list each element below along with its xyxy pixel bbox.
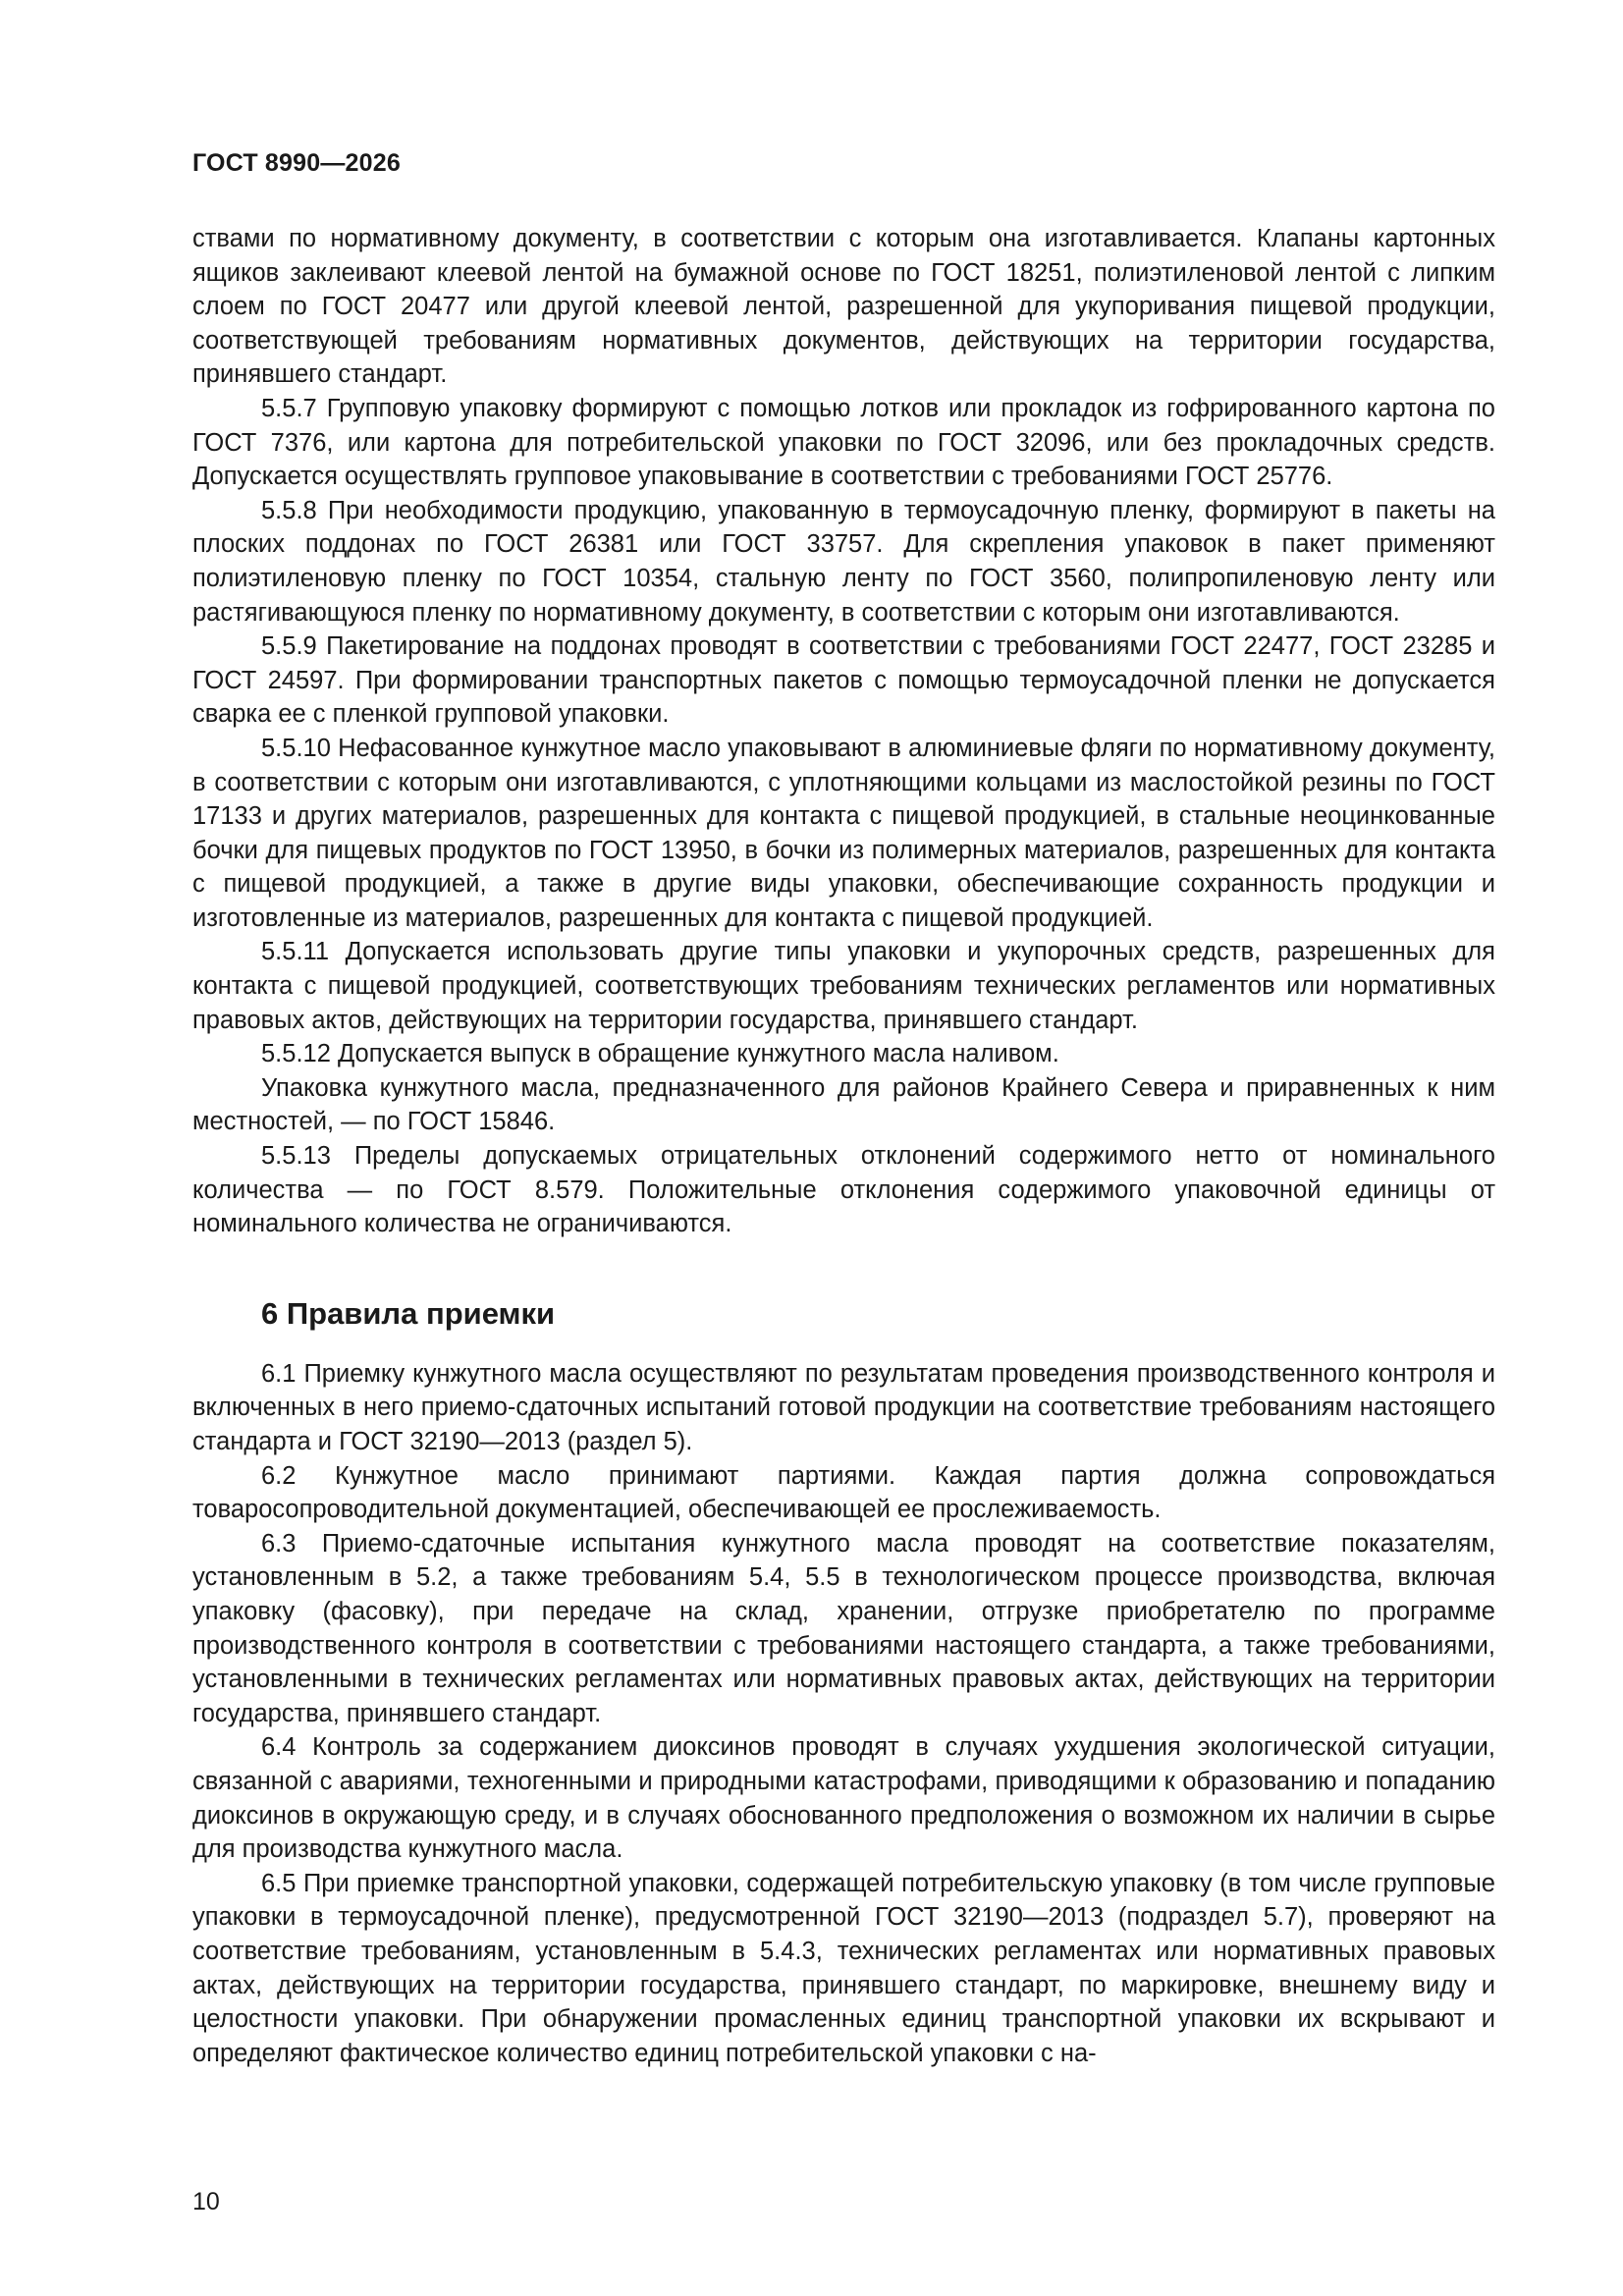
paragraph-5-5-9: 5.5.9 Пакетирование на поддонах проводят в соответствии с требованиями ГОСТ 22477, ГОСТ 23285 и ГОСТ 24597. При формировании транспортных пакетов с помощью термоусадочной пленки не допускается сварка ее с пленкой групповой упаковки. [192, 632, 1495, 729]
paragraph-5-5-13: 5.5.13 Пределы допускаемых отрицательных отклонений содержимого нетто от номинального количества — по ГОСТ 8.579. Положительные отклонения содержимого упаковочной единицы от номинального количества не ограничиваются. [192, 1142, 1495, 1238]
paragraph-5-5-10: 5.5.10 Нефасованное кунжутное масло упаковывают в алюминиевые фляги по нормативному документу, в соответствии с которым они изготавливаются, с уплотняющими кольцами из маслостойкой резины по ГОСТ 17133 и других материалов, разрешенных для контакта с пищевой продукцией, в стальные неоцинкованные бочки для пищевых продуктов по ГОСТ 13950, в бочки из полимерных материалов, разрешенных для контакта с пищевой продукцией, а также в другие виды упаковки, обеспечивающие сохранность продукции и изготовленные из материалов, разрешенных для контакта с пищевой продукцией. [192, 734, 1495, 932]
paragraph-far-north: Упаковка кунжутного масла, предназначенного для районов Крайнего Севера и приравненных к ним местностей, — по ГОСТ 15846. [192, 1073, 1495, 1136]
page-number: 10 [192, 2188, 220, 2215]
paragraph-5-5-7: 5.5.7 Групповую упаковку формируют с помощью лотков или прокладок из гофрированного картона по ГОСТ 7376, или картона для потребительской упаковки по ГОСТ 32096, или без прокладочных средств. Допускается осуществлять групповое упаковывание в соответствии с требованиями ГОСТ 25776. [192, 394, 1495, 491]
paragraph-6-1: 6.1 Приемку кунжутного масла осуществляют по результатам проведения производственного контроля и включенных в него приемо-сдаточных испытаний готовой продукции на соответствие требованиям настоящего стандарта и ГОСТ 32190—2013 (раздел 5). [192, 1359, 1495, 1455]
paragraph-6-2: 6.2 Кунжутное масло принимают партиями. Каждая партия должна сопровождаться товаросопроводительной документацией, обеспечивающей ее прослеживаемость. [192, 1461, 1495, 1524]
paragraph-5-5-8: 5.5.8 При необходимости продукцию, упакованную в термоусадочную пленку, формируют в пакеты на плоских поддонах по ГОСТ 26381 или ГОСТ 33757. Для скрепления упаковок в пакет применяют полиэтиленовую пленку по ГОСТ 10354, стальную ленту по ГОСТ 3560, полипропиленовую ленту или растягивающуюся пленку по нормативному документу, в соответствии с которым они изготавливаются. [192, 496, 1495, 627]
paragraph-continuation: ствами по нормативному документу, в соответствии с которым она изготавливается. Клапаны картонных ящиков заклеивают клеевой лентой на бумажной основе по ГОСТ 18251, полиэтиленовой лентой с липким слоем по ГОСТ 20477 или другой клеевой лентой, разрешенной для укупоривания пищевой продукции, соответствующей требованиям нормативных документов, действующих на территории государства, принявшего стандарт. [192, 225, 1495, 389]
document-header: ГОСТ 8990—2026 [192, 149, 401, 177]
paragraph-6-5: 6.5 При приемке транспортной упаковки, содержащей потребительскую упаковку (в том числе групповые упаковки в термоусадочной пленке), предусмотренной ГОСТ 32190—2013 (подраздел 5.7), проверяют на соответствие требованиям, установленным в 5.4.3, технических регламентах или нормативных правовых актах, действующих на территории государства, принявшего стандарт, по маркировке, внешнему виду и целостности упаковки. При обнаружении промасленных единиц транспортной упаковки их вскрывают и определяют фактическое количество единиц потребительской упаковки с на- [192, 1869, 1495, 2067]
paragraph-6-3: 6.3 Приемо-сдаточные испытания кунжутного масла проводят на соответствие показателям, установленным в 5.2, а также требованиям 5.4, 5.5 в технологическом процессе производства, включая упаковку (фасовку), при передаче на склад, хранении, отгрузке приобретателю по программе производственного контроля в соответствии с требованиями настоящего стандарта, а также требованиями, установленными в технических регламентах или нормативных правовых актах, действующих на территории государства, принявшего стандарт. [192, 1529, 1495, 1727]
paragraph-5-5-11: 5.5.11 Допускается использовать другие типы упаковки и укупорочных средств, разрешенных для контакта с пищевой продукцией, соответствующих требованиям технических регламентов или нормативных правовых актов, действующих на территории государства, принявшего стандарт. [192, 938, 1495, 1034]
section-title: 6 Правила приемки [261, 1295, 556, 1331]
paragraph-5-5-12: 5.5.12 Допускается выпуск в обращение кунжутного масла наливом. [261, 1040, 1059, 1068]
paragraph-6-4: 6.4 Контроль за содержанием диоксинов проводят в случаях ухудшения экологической ситуации, связанной с авариями, техногенными и природными катастрофами, приводящими к образованию и попаданию диоксинов в окружающую среду, и в случаях обоснованного предположения о возможном их наличии в сырье для производства кунжутного масла. [192, 1733, 1495, 1864]
document-body [192, 222, 1495, 2070]
